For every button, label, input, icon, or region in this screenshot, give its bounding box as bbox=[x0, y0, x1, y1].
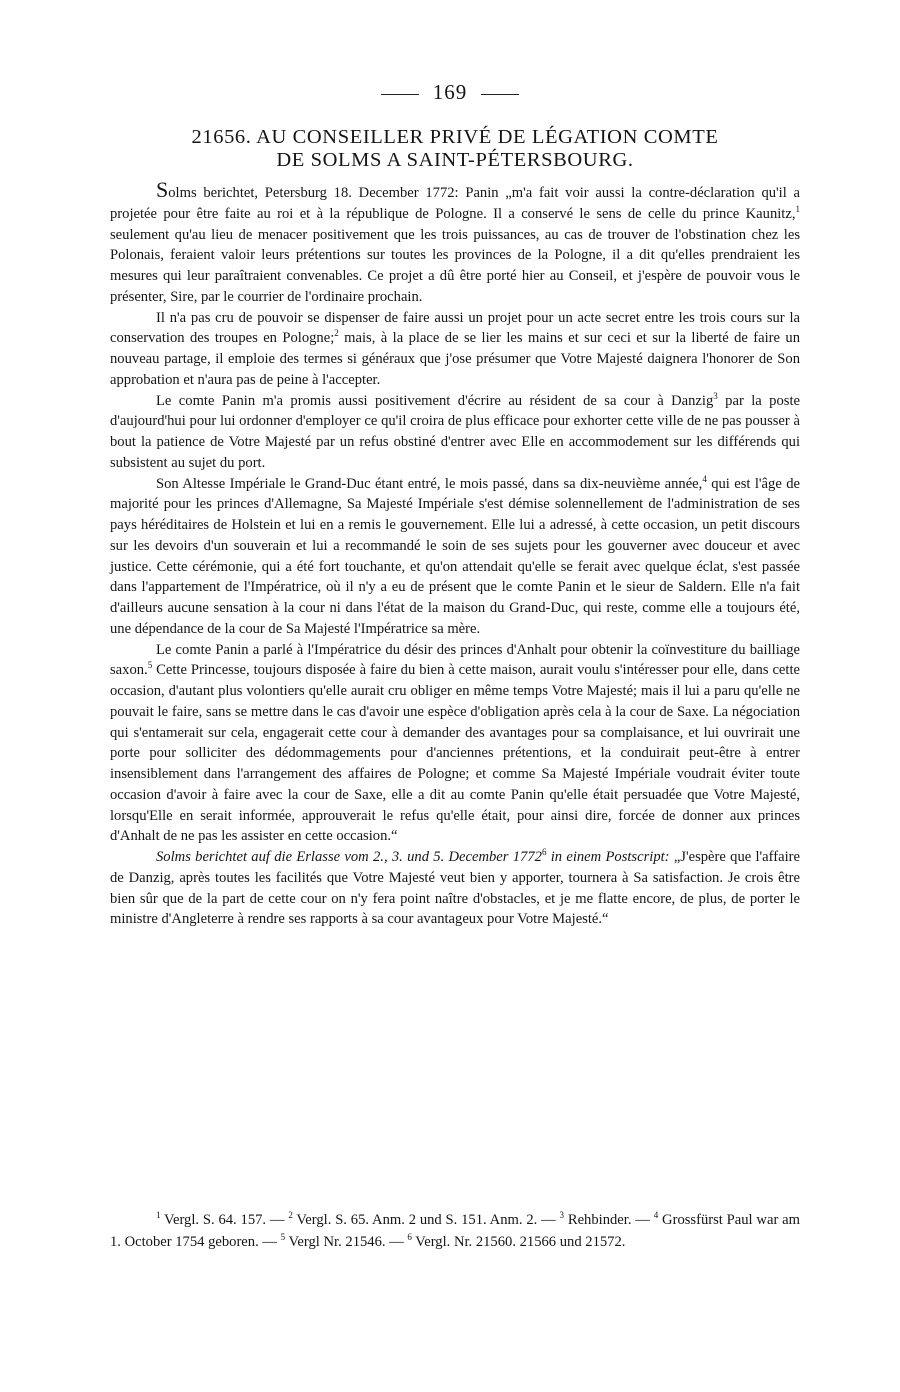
text-run: Vergl. Nr. 21560. 21566 und 21572. bbox=[411, 1234, 626, 1250]
letter-body bbox=[110, 177, 800, 930]
footnote-marker: 5 bbox=[147, 660, 153, 671]
footnote-paragraph bbox=[110, 1209, 800, 1253]
text-run: „J'espère que l'affaire de Danzig, après toutes les facilités que Votre Majesté veut bien y apporter, tournera à Sa satisfaction. Je crois être bien sûr que de la part de cette cour on n'y fera point naître d'obstacles, et je me flatte encore, de plus, de porter le ministre d'Angleterre à rendre ses rapports à sa cour avantageux pour Votre Majesté.“ bbox=[110, 849, 800, 928]
body-paragraph bbox=[110, 308, 800, 391]
footnote-marker: 2 bbox=[288, 1210, 293, 1220]
text-run: qui est l'âge de majorité pour les princes d'Allemagne, Sa Majesté Impériale s'est démise solennellement de l'administration de ses pays héréditaires de Holstein et lui en a remis le gouvernement. Elle lui a adressé, à cette occasion, un petit discours sur les devoirs d'un souverain et lui a recommandé le soin de ses sujets pour les gouverner avec douceur et avec justice. Cette cérémonie, qui a été fort touchante, et qu'on attendait qu'elle se ferait avec quelque éclat, s'est passée dans l'appartement de l'Impératrice, où il n'y a eu de présent que le comte Panin et le sieur de Saldern. Elle n'a fait d'ailleurs aucune sensation à la cour ni dans l'état de la maison du Grand-Duc, qui reste, comme elle a toujours été, une dépendance de la cour de Sa Majesté l'Impératrice sa mère. bbox=[110, 475, 800, 637]
left-dash bbox=[381, 94, 419, 95]
text-run: Son Altesse Impériale le Grand-Duc étant entré, le mois passé, dans sa dix-neuvième année, bbox=[156, 475, 703, 492]
body-paragraph bbox=[110, 640, 800, 848]
text-run: Grossfürst Paul war am 1. October 1754 geboren. — bbox=[110, 1212, 800, 1250]
body-paragraph bbox=[110, 474, 800, 640]
footnote-marker: 5 bbox=[280, 1232, 286, 1242]
page-number: 169 bbox=[432, 80, 468, 104]
text-run: Vergl. S. 64. 157. — bbox=[160, 1212, 289, 1228]
footnote-marker: 3 bbox=[713, 390, 718, 401]
text-run: Il n'a pas cru de pouvoir se dispenser de faire aussi un projet pour un acte secret entre les trois cours sur la conservation des troupes en Pologne; bbox=[110, 309, 800, 347]
page-number-line bbox=[0, 80, 900, 105]
right-dash bbox=[481, 94, 519, 95]
initial-letter: S bbox=[156, 177, 169, 202]
text-run: Rehbinder. — bbox=[564, 1212, 654, 1228]
body-paragraph bbox=[110, 177, 800, 308]
footnote-marker: 1 bbox=[156, 1210, 161, 1220]
text-run: mais, à la place de se lier les mains et sur ceci et sur la liberté de faire un nouveau partage, il emploie des termes si généraux que j'ose présumer que Votre Majesté daignera l'honorer de Son approbation et n'aura pas de peine à l'accepter. bbox=[110, 330, 800, 388]
text-run: Vergl. S. 65. Anm. 2 und S. 151. Anm. 2. — bbox=[292, 1212, 560, 1228]
body-paragraph bbox=[110, 847, 800, 930]
italic-text: Solms berichtet auf die Erlasse vom 2., 3. und 5. December 1772 bbox=[156, 849, 542, 865]
text-run: seulement qu'au lieu de menacer positivement que les trois puissances, au cas de trouver de l'obstination chez les Polonais, feraient valoir leurs prétentions sur toutes les provinces de la Pologne, il a dit qu'elles prendraient les mesures qui leur paraîtraient convenables. Ce projet a dû être porté hier au Conseil, et j'espère de pouvoir vous le présenter, Sire, par le courrier de l'ordinaire prochain. bbox=[110, 226, 800, 305]
body-paragraph bbox=[110, 391, 800, 474]
text-run: Cette Princesse, toujours disposée à faire du bien à cette maison, aurait voulu s'intéresser pour elle, dans cette occasion, d'autant plus volontiers qu'elle aurait cru obliger en même temps Votre Majesté; mais il lui a paru qu'elle ne pouvait le faire, sans se mettre dans le cas d'avoir une espèce d'obligation après cela à la cour de Saxe. La négociation qui s'entamerait sur cela, engagerait cette cour à demander des avantages pour sa complaisance, et lui ouvrirait une porte pour solliciter des dédommagements pour d'anciennes prétentions, et la conduirait peut-être à entrer insensiblement dans l'arrangement des affaires de Pologne; et comme Sa Majesté Impériale voudrait éviter toute occasion d'avoir à faire avec la cour de Saxe, elle a dit au comte Panin qu'elle était persuadée que Votre Majesté, lorsqu'Elle en serait informée, approuverait le refus qu'elle était, pour ainsi dire, forcée de donner aux princes d'Anhalt de ne pas les assister en cette occasion.“ bbox=[110, 662, 800, 845]
text-run: Vergl Nr. 21546. — bbox=[285, 1234, 408, 1250]
text-run: olms berichtet, Petersburg 18. December 1772: Panin „m'a fait voir aussi la contre-déclaration qu'il a projetée pour être faite au roi et à la république de Pologne. Il a conservé le sens de celle du prince Kaunitz, bbox=[110, 185, 800, 222]
italic-text: in einem Postscript: bbox=[546, 849, 670, 865]
footnote-marker: 1 bbox=[795, 203, 800, 214]
title-line-1: 21656. AU CONSEILLER PRIVÉ DE LÉGATION COMTE bbox=[191, 126, 719, 148]
text-run: par la poste d'aujourd'hui pour lui ordonner d'employer ce qu'il croira de plus efficace pour exhorter cette ville de ne pas pousser à bout la patience de Votre Majesté par un refus obstiné d'entrer avec Elle en accommodement sur les différends qui subsistent au sujet du port. bbox=[110, 392, 800, 471]
text-run: Le comte Panin a parlé à l'Impératrice du désir des princes d'Anhalt pour obtenir la coïnvestiture du bailliage saxon. bbox=[110, 641, 800, 679]
footnote-marker: 6 bbox=[541, 847, 547, 857]
footnote-marker: 4 bbox=[702, 473, 707, 484]
footnote-marker: 6 bbox=[407, 1232, 412, 1242]
footnote-marker: 2 bbox=[334, 328, 339, 339]
footnote-marker: 3 bbox=[559, 1210, 565, 1220]
title-line-2: DE SOLMS A SAINT-PÉTERSBOURG. bbox=[276, 149, 634, 171]
text-run: Le comte Panin m'a promis aussi positivement d'écrire au résident de sa cour à Danzig bbox=[156, 392, 714, 409]
footnote-marker: 4 bbox=[653, 1210, 659, 1220]
document-title bbox=[110, 126, 800, 172]
footnotes bbox=[110, 1209, 800, 1253]
